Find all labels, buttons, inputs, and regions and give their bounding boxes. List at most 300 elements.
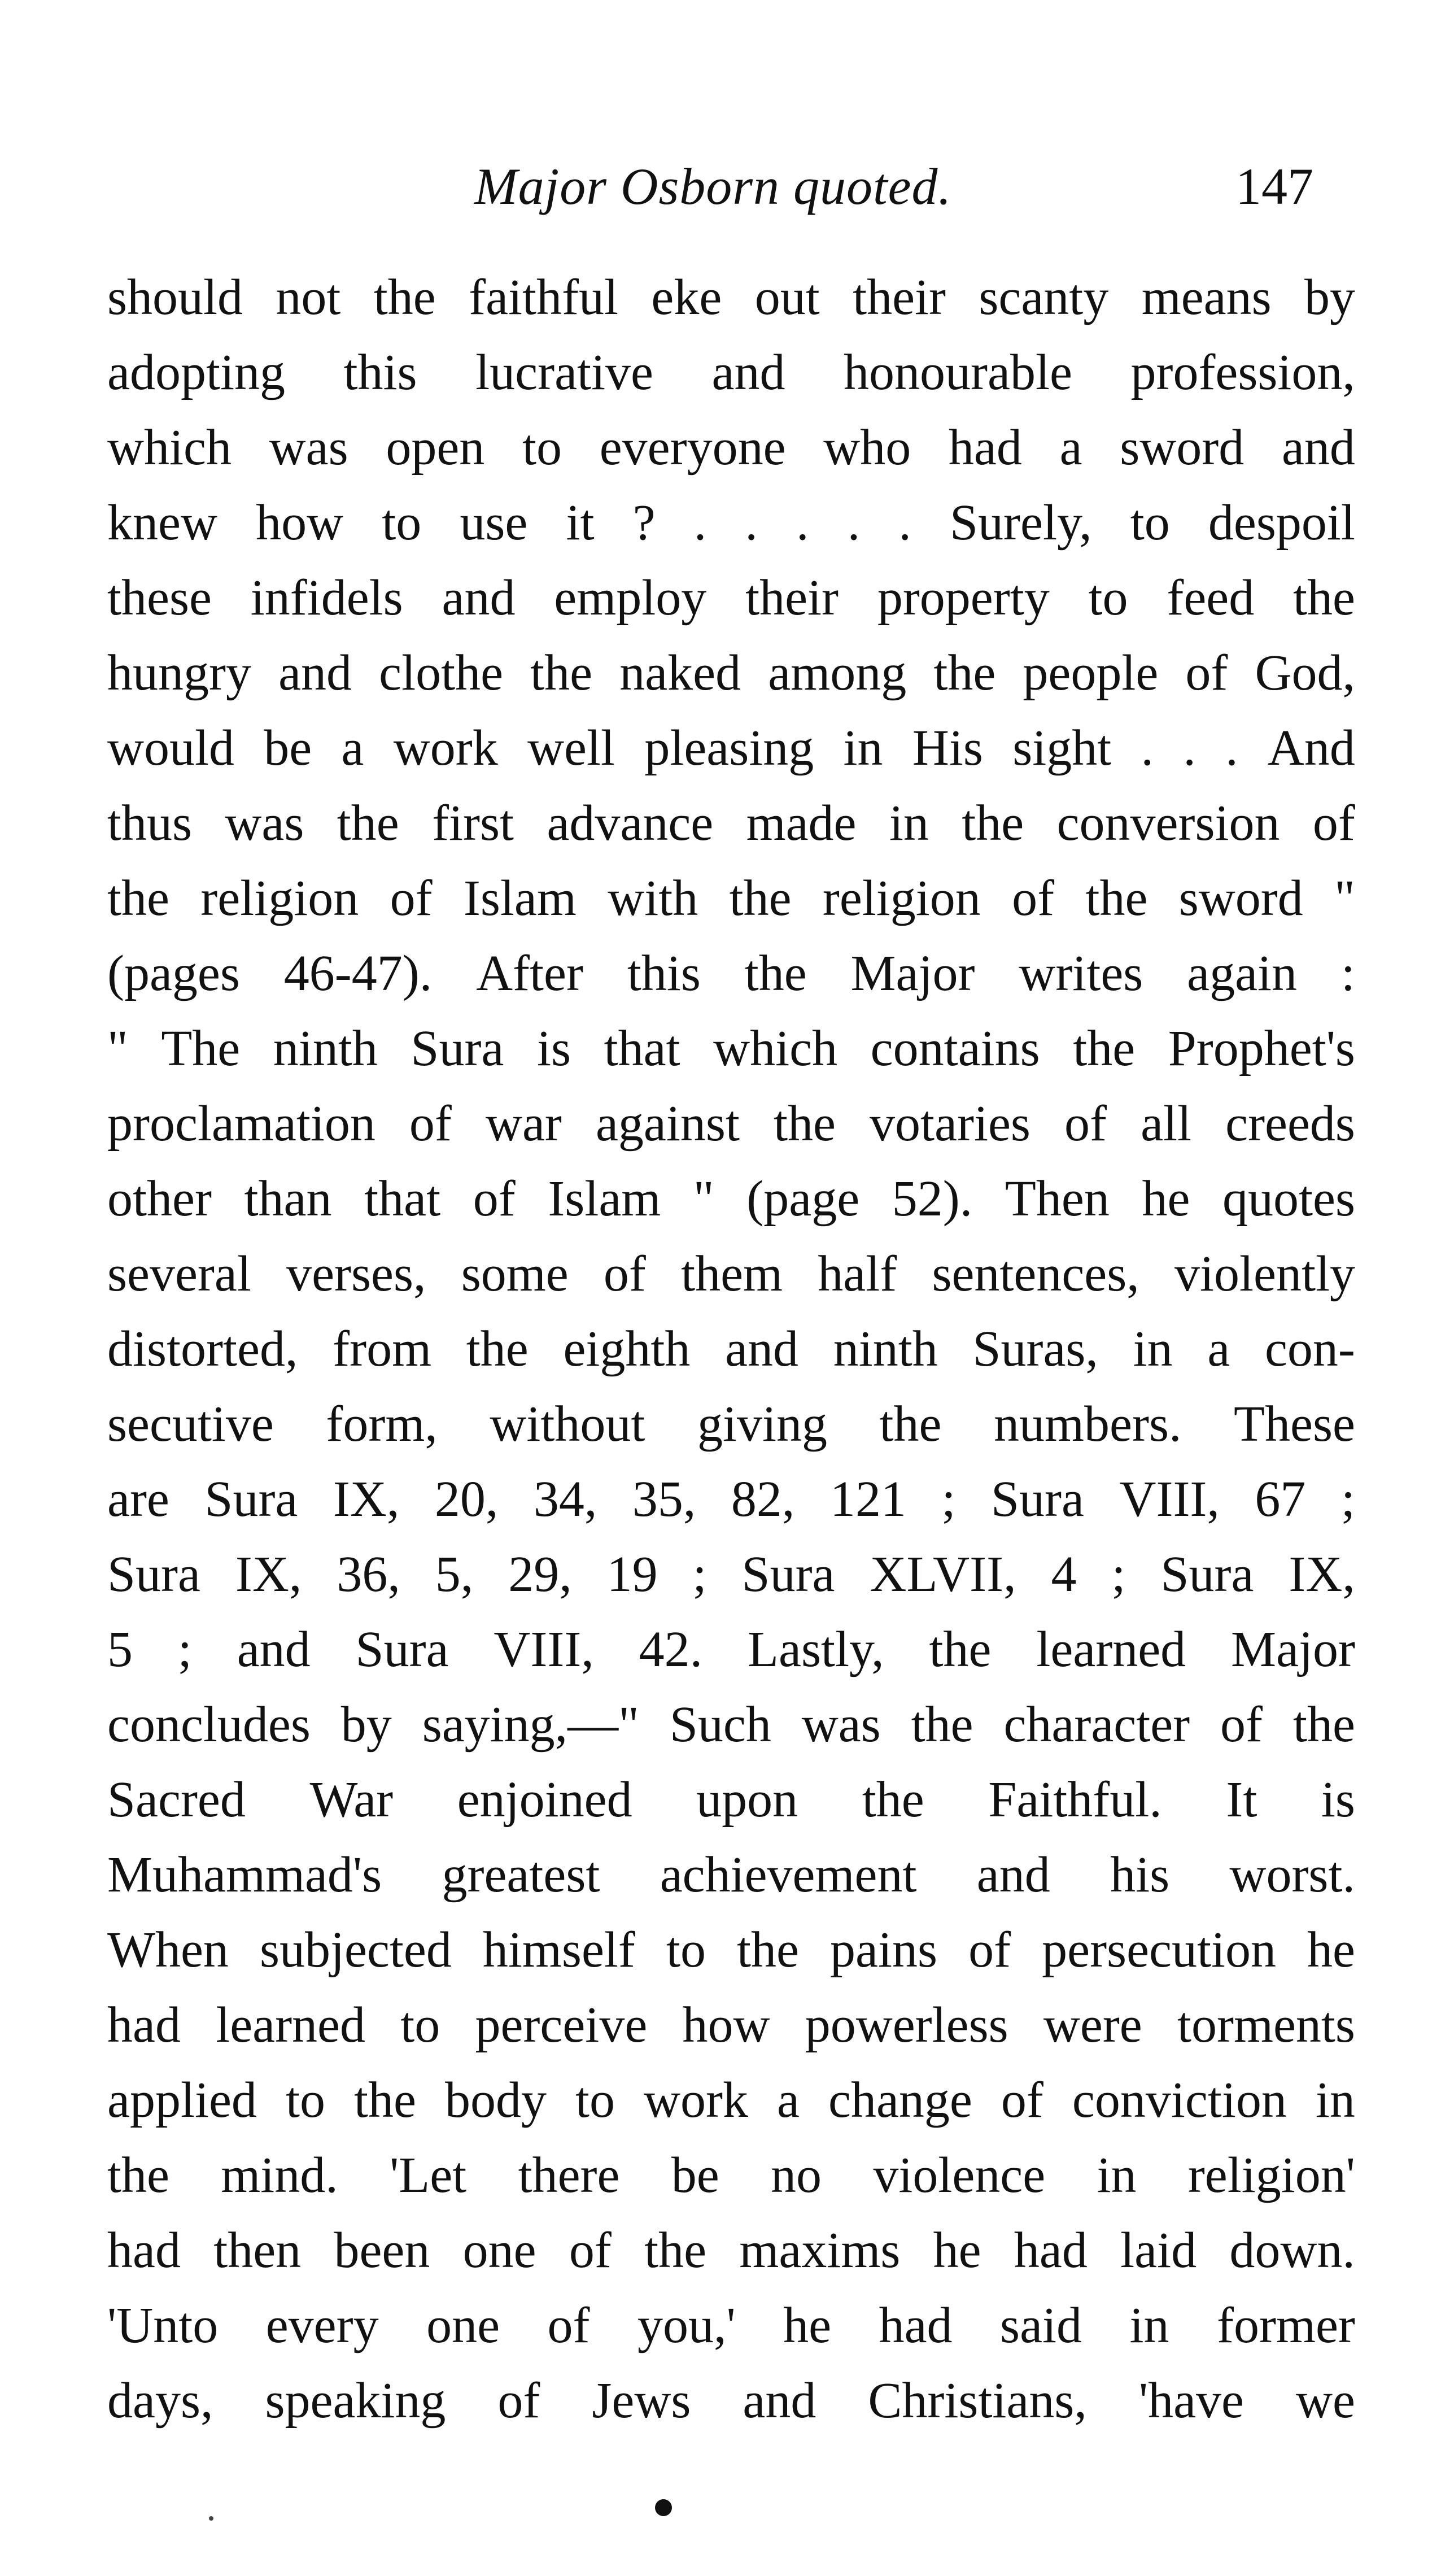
word: upon [696, 1772, 798, 1828]
word: of [1012, 870, 1055, 926]
word: lucrative [475, 345, 653, 400]
word: work [393, 720, 498, 776]
word: naked [619, 645, 741, 701]
word: was [225, 795, 304, 851]
word: former [1217, 2298, 1355, 2353]
word: Sura [1160, 1546, 1254, 1602]
word: and [278, 645, 352, 701]
word: Sacred [107, 1772, 246, 1828]
word: adopting [107, 345, 285, 400]
word: without [490, 1396, 645, 1452]
word: be [671, 2147, 719, 2203]
word: Sura [990, 1471, 1084, 1527]
word: 'Let [390, 2147, 467, 2203]
word: concludes [107, 1697, 311, 1753]
word: by [340, 1697, 392, 1753]
word: . [1183, 720, 1196, 776]
word: had [948, 420, 1022, 476]
word: one [426, 2298, 500, 2353]
word: in [1129, 2298, 1169, 2353]
word: among [768, 645, 907, 701]
word: you,' [637, 2298, 736, 2353]
word: IX, [235, 1546, 302, 1602]
word: he [1142, 1171, 1190, 1227]
word: sentences, [932, 1246, 1139, 1302]
word: that [604, 1021, 680, 1076]
word: applied [107, 2072, 257, 2128]
word: 52). [892, 1171, 973, 1227]
word: of [603, 1246, 646, 1302]
word: all [1141, 1096, 1192, 1152]
word: contains [870, 1021, 1040, 1076]
word: pains [830, 1922, 938, 1978]
word: Christians, [868, 2373, 1087, 2429]
word: are [107, 1471, 169, 1527]
word: (page [746, 1171, 860, 1227]
word: half [818, 1246, 897, 1302]
word: sword [1178, 870, 1303, 926]
word: the [353, 2072, 416, 2128]
word: Islam [548, 1171, 661, 1227]
text-line-29 [107, 2363, 1355, 2438]
word: then [213, 2222, 302, 2278]
word: The [161, 1021, 241, 1076]
word: Sura [355, 1622, 449, 1677]
word: would [107, 720, 234, 776]
word: " [107, 1021, 128, 1076]
word: property [877, 570, 1050, 626]
word: of [1220, 1697, 1263, 1753]
word: thus [107, 795, 193, 851]
word: out [754, 269, 820, 325]
text-line-6 [107, 635, 1355, 711]
word: body [444, 2072, 547, 2128]
text-line-1 [107, 260, 1355, 335]
word: 5 [107, 1622, 133, 1677]
word: the [962, 795, 1024, 851]
word: the [879, 1396, 942, 1452]
word: Major [1231, 1622, 1355, 1677]
word: infidels [250, 570, 403, 626]
word: ? [632, 495, 656, 551]
word: of [968, 1922, 1011, 1978]
word: 67 [1255, 1471, 1306, 1527]
word: maxims [739, 2222, 901, 2278]
word: in [843, 720, 883, 776]
word: the [1085, 870, 1148, 926]
word: con- [1264, 1321, 1355, 1377]
word: the [774, 1096, 836, 1152]
word: how [256, 495, 344, 551]
word: their [853, 269, 946, 325]
word: is [1321, 1772, 1355, 1828]
word: he [933, 2222, 981, 2278]
word: there [518, 2147, 620, 2203]
word: to [1088, 570, 1128, 626]
word: feed [1167, 570, 1255, 626]
word: the [466, 1321, 529, 1377]
running-title: Major Osborn quoted. [474, 158, 952, 215]
word: sight [1012, 720, 1112, 776]
word: against [595, 1096, 740, 1152]
word: VIII, [1119, 1471, 1220, 1527]
word: again [1187, 945, 1298, 1001]
word: the [862, 1772, 924, 1828]
word: . [847, 495, 861, 551]
word: hungry [107, 645, 251, 701]
word: which [713, 1021, 838, 1076]
word: by [1304, 269, 1355, 325]
text-line-16 [107, 1387, 1355, 1462]
word: everyone [599, 420, 786, 476]
word: should [107, 269, 243, 325]
word: ninth [273, 1021, 378, 1076]
word: clothe [379, 645, 504, 701]
word: of [569, 2222, 612, 2278]
word: character [1003, 1697, 1190, 1753]
word: . [1225, 720, 1238, 776]
word: Islam [463, 870, 577, 926]
word: to [666, 1922, 706, 1978]
word: employ [554, 570, 707, 626]
word: worst. [1229, 1847, 1355, 1903]
word: Such [669, 1697, 771, 1753]
word: subjected [259, 1922, 452, 1978]
word: distorted, [107, 1321, 298, 1377]
word: and [237, 1622, 311, 1677]
word: giving [697, 1396, 827, 1452]
word: open [386, 420, 485, 476]
word: it [566, 495, 595, 551]
text-line-13 [107, 1161, 1355, 1236]
text-line-15 [107, 1311, 1355, 1387]
word: numbers. [994, 1396, 1182, 1452]
word: himself [482, 1922, 635, 1978]
word: verses, [286, 1246, 426, 1302]
word: 'Unto [107, 2298, 219, 2353]
word: After [476, 945, 583, 1001]
word: use [460, 495, 528, 551]
word: " [1334, 870, 1355, 926]
word: creeds [1225, 1096, 1355, 1152]
word: These [1234, 1396, 1355, 1452]
word: and [711, 345, 785, 400]
word: a [1059, 420, 1082, 476]
word: well [527, 720, 615, 776]
word: his [1110, 1847, 1170, 1903]
word: ; [941, 1471, 956, 1527]
word: laid [1120, 2222, 1197, 2278]
word: their [745, 570, 839, 626]
text-line-27 [107, 2213, 1355, 2288]
word: His [912, 720, 983, 776]
word: Lastly, [748, 1622, 884, 1677]
word: from [333, 1321, 432, 1377]
word: ; [692, 1546, 707, 1602]
footer-dot-mark [655, 2499, 672, 2516]
word: who [823, 420, 911, 476]
word: be [264, 720, 312, 776]
text-line-23 [107, 1912, 1355, 1987]
word: Suras, [972, 1321, 1098, 1377]
word: had [107, 1997, 181, 2053]
word: 20, [434, 1471, 499, 1527]
word: these [107, 570, 212, 626]
word: IX, [333, 1471, 400, 1527]
word: Faithful. [988, 1772, 1162, 1828]
word: ; [1340, 1471, 1355, 1527]
word: change [828, 2072, 972, 2128]
word: was [269, 420, 348, 476]
text-line-4 [107, 485, 1355, 560]
text-line-5 [107, 560, 1355, 635]
word: first [432, 795, 514, 851]
word: of [1312, 795, 1355, 851]
word: IX, [1289, 1546, 1355, 1602]
word: writes [1019, 945, 1143, 1001]
word: and [1281, 420, 1355, 476]
word: 36, [337, 1546, 400, 1602]
word: profession, [1130, 345, 1355, 400]
running-header [0, 152, 1441, 220]
word: achievement [660, 1847, 917, 1903]
text-line-3 [107, 410, 1355, 485]
word: eke [651, 269, 722, 325]
word: and [976, 1847, 1050, 1903]
word: votaries [870, 1096, 1030, 1152]
word: knew [107, 495, 217, 551]
word: advance [547, 795, 714, 851]
word: 29, [508, 1546, 572, 1602]
text-line-26 [107, 2138, 1355, 2213]
word: of [409, 1096, 452, 1152]
word: other [107, 1171, 212, 1227]
word: work [644, 2072, 749, 2128]
word: religion' [1187, 2147, 1355, 2203]
word: that [364, 1171, 441, 1227]
word: 'have [1138, 2373, 1244, 2429]
word: : [1340, 945, 1355, 1001]
text-line-17 [107, 1462, 1355, 1537]
word: . [693, 495, 707, 551]
word: this [627, 945, 701, 1001]
word: the [929, 1622, 992, 1677]
text-line-14 [107, 1236, 1355, 1311]
word: to [522, 420, 562, 476]
word: persecution [1042, 1922, 1276, 1978]
word: the [373, 269, 436, 325]
word: conviction [1072, 2072, 1287, 2128]
word: a [777, 2072, 800, 2128]
word: been [334, 2222, 430, 2278]
body-text [107, 260, 1355, 2438]
word: despoil [1208, 495, 1355, 551]
word: was [801, 1697, 881, 1753]
word: the [737, 1922, 799, 1978]
word: . [796, 495, 809, 551]
word: of [390, 870, 433, 926]
word: had [879, 2298, 953, 2353]
word: Surely, [949, 495, 1092, 551]
text-line-11 [107, 1011, 1355, 1086]
word: of [547, 2298, 590, 2353]
word: 35, [632, 1471, 696, 1527]
text-line-8 [107, 786, 1355, 861]
word: Major [850, 945, 975, 1001]
word: the [1292, 1697, 1355, 1753]
word: sword [1120, 420, 1244, 476]
word: (pages [107, 945, 240, 1001]
word: in [1097, 2147, 1137, 2203]
word: of [1064, 1096, 1107, 1152]
word: several [107, 1246, 251, 1302]
word: learned [216, 1997, 366, 2053]
word: 42. [639, 1622, 703, 1677]
word: with [608, 870, 698, 926]
word: God, [1255, 645, 1355, 701]
word: pleasing [644, 720, 814, 776]
word: secutive [107, 1396, 274, 1452]
word: of [1001, 2072, 1043, 2128]
word: he [783, 2298, 832, 2353]
text-line-9 [107, 861, 1355, 936]
word: a [341, 720, 364, 776]
word: . [745, 495, 758, 551]
word: had [1014, 2222, 1088, 2278]
word: When [107, 1922, 229, 1978]
text-line-19 [107, 1612, 1355, 1687]
word: 82, [731, 1471, 795, 1527]
word: Muhammad's [107, 1847, 382, 1903]
word: and [743, 2373, 816, 2429]
word: and [725, 1321, 799, 1377]
word: were [1043, 1997, 1142, 2053]
word: Sura [411, 1021, 504, 1076]
word: violently [1174, 1246, 1355, 1302]
text-line-24 [107, 1987, 1355, 2063]
word: ninth [833, 1321, 938, 1377]
word: he [1307, 1922, 1355, 1978]
word: of [1185, 645, 1228, 701]
word: conversion [1056, 795, 1280, 851]
word: we [1295, 2373, 1355, 2429]
word: had [107, 2222, 181, 2278]
word: how [682, 1997, 770, 2053]
word: is [536, 1021, 571, 1076]
word: ; [1111, 1546, 1126, 1602]
text-line-28 [107, 2288, 1355, 2363]
word: speaking [265, 2373, 446, 2429]
text-line-10 [107, 936, 1355, 1011]
word: eighth [563, 1321, 691, 1377]
word: 4 [1051, 1546, 1077, 1602]
word: greatest [442, 1847, 600, 1903]
word: every [265, 2298, 379, 2353]
word: powerless [805, 1997, 1008, 2053]
word: mind. [221, 2147, 338, 2203]
word: of [497, 2373, 540, 2429]
word: people [1023, 645, 1159, 701]
word: means [1141, 269, 1272, 325]
word: the [933, 645, 996, 701]
word: enjoined [457, 1772, 632, 1828]
word: the [530, 645, 593, 701]
word: the [337, 795, 399, 851]
word: perceive [475, 1997, 648, 2053]
word: the [729, 870, 792, 926]
word: days, [107, 2373, 213, 2429]
text-line-20 [107, 1687, 1355, 1762]
word: some [461, 1246, 569, 1302]
word: the [644, 2222, 707, 2278]
word: Then [1005, 1171, 1110, 1227]
word: VIII, [494, 1622, 594, 1677]
word: to [575, 2072, 615, 2128]
word: 34, [533, 1471, 597, 1527]
word: Jews [592, 2373, 691, 2429]
word: and [442, 570, 516, 626]
word: form, [326, 1396, 438, 1452]
word: 46-47). [283, 945, 433, 1001]
word: made [746, 795, 857, 851]
word: to [382, 495, 422, 551]
word: saying,—" [422, 1697, 639, 1753]
word: the [1073, 1021, 1136, 1076]
word: down. [1229, 2222, 1355, 2278]
word: violence [873, 2147, 1046, 2203]
word: said [1000, 2298, 1082, 2353]
word: ; [177, 1622, 192, 1677]
page-number: 147 [1235, 158, 1313, 215]
word: scanty [979, 269, 1109, 325]
word: War [309, 1772, 394, 1828]
word: Sura [741, 1546, 835, 1602]
word: religion [200, 870, 359, 926]
text-line-18 [107, 1537, 1355, 1612]
word: not [276, 269, 341, 325]
word: the [107, 870, 169, 926]
word: the [744, 945, 807, 1001]
text-line-22 [107, 1837, 1355, 1912]
word: in [1133, 1321, 1173, 1377]
word: learned [1036, 1622, 1186, 1677]
word: quotes [1222, 1171, 1355, 1227]
word: . [898, 495, 911, 551]
word: XLVII, [870, 1546, 1016, 1602]
word: faithful [469, 269, 619, 325]
text-line-12 [107, 1086, 1355, 1161]
word: religion [822, 870, 981, 926]
word: to [400, 1997, 440, 2053]
word: this [343, 345, 417, 400]
print-speck [209, 2516, 213, 2521]
word: to [1130, 495, 1170, 551]
word: 121 [829, 1471, 906, 1527]
word: Prophet's [1168, 1021, 1355, 1076]
word: . [1141, 720, 1154, 776]
word: no [771, 2147, 822, 2203]
word: Sura [204, 1471, 298, 1527]
word: And [1267, 720, 1355, 776]
word: than [244, 1171, 332, 1227]
word: 5, [435, 1546, 474, 1602]
word: them [681, 1246, 783, 1302]
word: in [1315, 2072, 1355, 2128]
word: which [107, 420, 232, 476]
word: Sura [107, 1546, 200, 1602]
word: 19 [606, 1546, 658, 1602]
word: It [1226, 1772, 1257, 1828]
